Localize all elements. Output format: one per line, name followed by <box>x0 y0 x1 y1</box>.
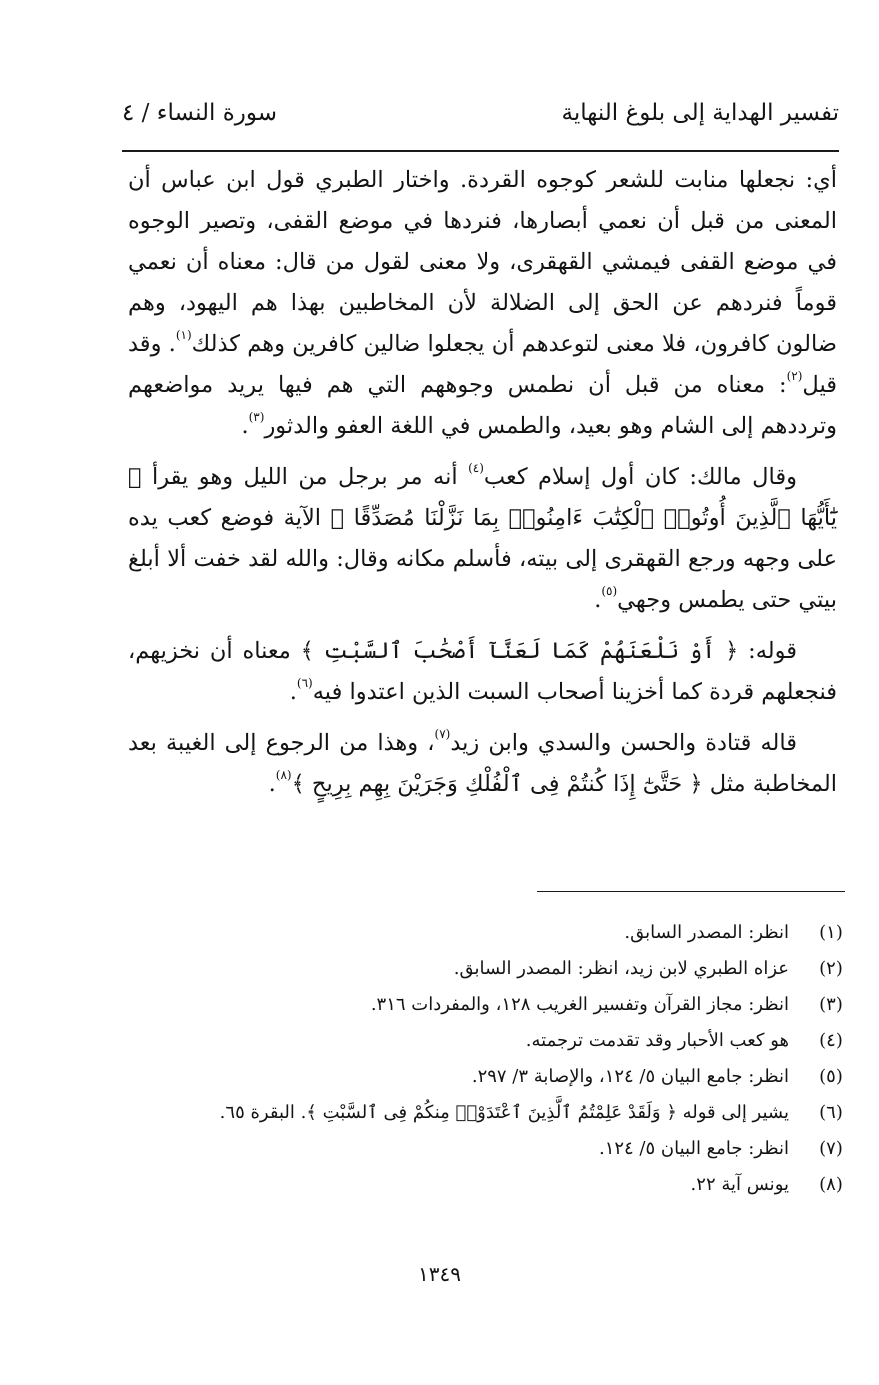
footnote-text: يونس آية ٢٢. <box>690 1174 789 1195</box>
header-divider <box>122 150 839 152</box>
paragraph <box>128 160 837 447</box>
text-run: ، وهذا من الرجوع إلى الغيبة بعد المخاطبة مثل <box>128 730 837 797</box>
footnote-item <box>300 1026 849 1062</box>
surah-label: سورة النساء / ٤ <box>122 100 278 126</box>
footnote-ref: (٣) <box>248 409 265 424</box>
text-run: . وقد قيل <box>128 331 837 398</box>
footnote-number: (٧) <box>819 1138 843 1159</box>
footnote-text: هو كعب الأحبار وقد تقدمت ترجمته. <box>525 1030 789 1051</box>
text-run: . <box>594 587 602 613</box>
footnote-text: انظر: جامع البيان ٥/ ١٢٤، والإصابة ٣/ ٢٩٧. <box>471 1066 789 1087</box>
footnote-number: (٥) <box>819 1066 843 1087</box>
footnote-ref: (٧) <box>434 726 451 741</box>
footnote-item <box>300 918 849 954</box>
footnote-divider <box>537 891 845 892</box>
footnote-number: (٨) <box>819 1174 843 1195</box>
footnote-ref: (٤) <box>468 460 484 475</box>
footnote-item <box>300 954 849 990</box>
footnote-ref: (١) <box>175 327 192 342</box>
text-run: الآية فوضع كعب يده على وجهه ورجع القهقرى إلى بيته، فأسلم مكانه وقال: والله لقد خفت ألا أبلغ بيتي حتى يطمس وجهي <box>128 505 837 613</box>
footnote-item <box>300 1062 849 1098</box>
book-title: تفسير الهداية إلى بلوغ النهاية <box>561 100 839 126</box>
paragraph <box>128 631 837 713</box>
quran-verse: ﴿ يَٰٓأَيُّهَا ٱلَّذِينَ أُوتُوا۟ ٱلْكِتَٰبَ ءَامِنُوا۟ بِمَا نَزَّلْنَا مُصَدِّقًا ﴾ <box>128 464 837 531</box>
main-text <box>128 160 837 805</box>
footnote-item <box>300 1134 849 1170</box>
footnote-ref: (٢) <box>786 368 803 383</box>
footnote-item <box>300 990 849 1026</box>
footnote-number: (٤) <box>819 1030 843 1051</box>
footnote-text: انظر: جامع البيان ٥/ ١٢٤. <box>598 1138 789 1159</box>
text-run: معناه أن نخزيهم، فنجعلهم قردة كما أخزينا أصحاب السبت الذين اعتدوا فيه <box>128 638 837 705</box>
footnote-ref: (٥) <box>601 583 618 598</box>
footnote-number: (٣) <box>819 994 843 1015</box>
page-number: ١٣٤٩ <box>418 1262 461 1286</box>
footnote-number: (٦) <box>819 1102 843 1123</box>
footnote-number: (٢) <box>819 958 843 979</box>
running-header <box>122 100 839 146</box>
footnote-text: عزاه الطبري لابن زيد، انظر: المصدر السابق. <box>453 958 789 979</box>
text-run: . <box>289 679 297 705</box>
text-run: قوله: <box>738 638 797 664</box>
footnote-ref: (٦) <box>296 675 313 690</box>
text-run: . <box>241 413 249 439</box>
text-run: : معناه من قبل أن نطمس وجوههم التي هم فيها يريد مواضعهم وترددهم إلى الشام وهو بعيد، والطمس في اللغة العفو والدثور <box>128 372 837 439</box>
text-run: . <box>268 771 276 797</box>
footnote-number: (١) <box>819 922 843 943</box>
footnote-text: يشير إلى قوله ﴿ وَلَقَدْ عَلِمْتُمُ ٱلَّذِينَ ٱعْتَدَوْا۟ مِنكُمْ فِى ٱلسَّبْتِ ﴾. البقرة ٦٥. <box>219 1102 789 1123</box>
paragraph <box>128 457 837 621</box>
text-run: وقال مالك: كان أول إسلام كعب <box>483 464 797 490</box>
quran-verse: ﴿ أَوْ نَلْعَنَهُمْ كَمَا لَعَنَّآ أَصْحَٰبَ ٱلسَّبْتِ ﴾ <box>300 638 739 664</box>
text-run: أي: نجعلها منابت للشعر كوجوه القردة. واختار الطبري قول ابن عباس أن المعنى من قبل أن نعمي أبصارها، فنردها في موضع القفى، وتصير الوجوه في موضع القفى فيمشي القهقرى، ولا معنى لقول من قال: معناه أن نعمي قوماً فنردهم عن الحق إلى الضلالة لأن المخاطبين بهذا هم اليهود، وهم ضالون كافرون، فلا معنى لتوعدهم أن يجعلوا ضالين كافرين وهم كذلك <box>128 167 837 357</box>
paragraph <box>128 723 837 805</box>
footnote-text: انظر: مجاز القرآن وتفسير الغريب ١٢٨، والمفردات ٣١٦. <box>370 994 789 1015</box>
text-run: أنه مر برجل من الليل وهو يقرأ <box>141 464 469 490</box>
text-run: قاله قتادة والحسن والسدي وابن زيد <box>450 730 797 756</box>
footnote-item <box>219 1098 849 1134</box>
footnote-item <box>300 1170 849 1206</box>
quran-verse: ﴿ حَتَّىٰٓ إِذَا كُنتُمْ فِى ٱلْفُلْكِ وَجَرَيْنَ بِهِم بِرِيحٍ ﴾ <box>291 771 703 797</box>
footnote-text: انظر: المصدر السابق. <box>624 922 789 943</box>
footnote-ref: (٨) <box>275 767 292 782</box>
footnotes <box>219 918 849 1206</box>
